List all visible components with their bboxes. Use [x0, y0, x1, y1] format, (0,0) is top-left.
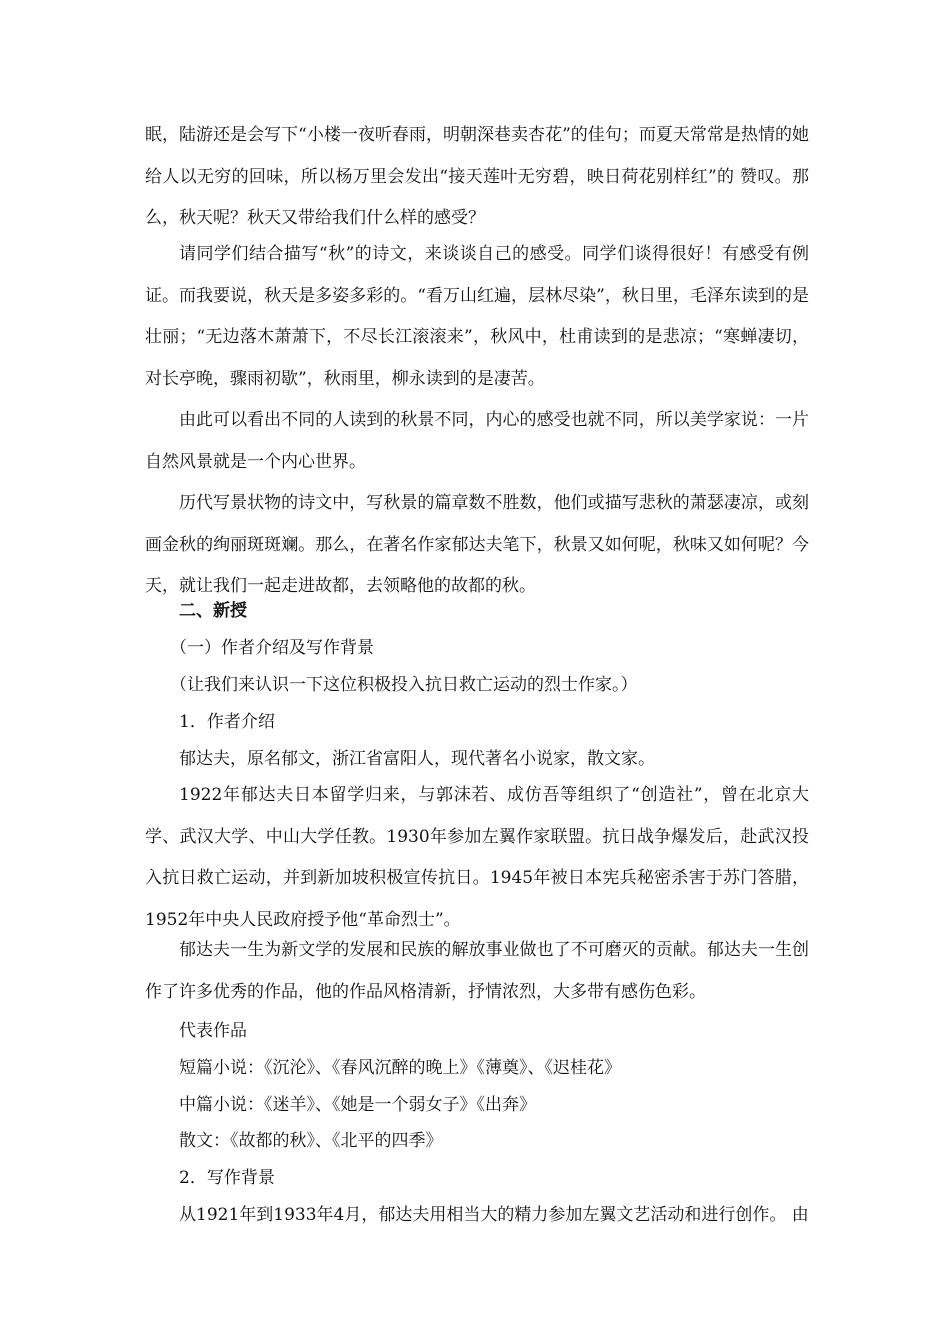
works-short-stories: 短篇小说：《沉沦》、《春风沉醉的晚上》《薄奠》、《迟桂花》: [179, 1058, 621, 1078]
works-novellas: 中篇小说：《迷羊》、《她是一个弱女子》《出奔》: [179, 1095, 536, 1115]
subsection-heading-author: （一）作者介绍及写作背景: [170, 638, 374, 658]
author-biography-paragraph: 1922年郁达夫日本留学归来，与郭沫若、成仿吾等组织了“创造社”，曾在北京大学、武汉大学、中山大学任教。1930年参加左翼作家联盟。抗日战争爆发后，赴武汉投入抗日救亡运动，并到新加坡积极宣传抗日。1945年被日本宪兵秘密杀害于苏门答腊，1952年中央人民政府授予他“革命烈士”。: [145, 785, 809, 930]
background-paragraph-start: 从1921年到1933年4月，郁达夫用相当大的精力参加左翼文艺活动和进行创作。 由: [179, 1205, 809, 1225]
section-heading-new-lesson: 二、新授: [179, 601, 247, 621]
author-basic-info: 郁达夫，原名郁文，浙江省富阳人，现代著名小说家，散文家。: [179, 749, 655, 769]
transition-paragraph: 历代写景状物的诗文中，写秋景的篇章数不胜数，他们或描写悲秋的萧瑟凄凉，或刻画金秋的绚丽斑斑斓。那么，在著名作家郁达夫笔下，秋景又如何呢，秋味又如何呢？今天，就让我们一起走进故都，去领略他的故都的秋。: [145, 493, 809, 596]
works-heading: 代表作品: [179, 1021, 247, 1041]
author-contribution-paragraph: 郁达夫一生为新文学的发展和民族的解放事业做也了不可磨灭的贡献。郁达夫一生创作了许多优秀的作品，他的作品风格清新，抒情浓烈，大多带有感伤色彩。: [145, 940, 809, 1002]
author-intro-note: （让我们来认识一下这位积极投入抗日救亡运动的烈士作家。）: [170, 675, 638, 695]
aesthetics-paragraph: 由此可以看出不同的人读到的秋景不同，内心的感受也就不同，所以美学家说：一片自然风景就是一个内心世界。: [145, 410, 809, 472]
autumn-poems-paragraph: 请同学们结合描写“秋”的诗文，来谈谈自己的感受。同学们谈得很好！有感受有例证。而我要说，秋天是多姿多彩的。“看万山红遍，层林尽染”，秋日里，毛泽东读到的是壮丽；“无边落木萧萧下，不尽长江滚滚来”，秋风中，杜甫读到的是悲凉；“寒蝉凄切，对长亭晚，骤雨初歇”，秋雨里，柳永读到的是凄苦。: [145, 244, 809, 389]
intro-paragraph-continued: 眠，陆游还是会写下“小楼一夜听春雨，明朝深巷卖杏花”的佳句；而夏天常常是热情的她给人以无穷的回味，所以杨万里会发出“接天莲叶无穷碧，映日荷花别样红”的 赞叹。那么，秋天呢？秋天又带给我们什么样的感受？: [145, 125, 809, 228]
item-heading-background: 2．写作背景: [179, 1168, 275, 1188]
works-essays: 散文：《故都的秋》、《北平的四季》: [179, 1131, 443, 1151]
item-heading-author-intro: 1．作者介绍: [179, 712, 275, 732]
